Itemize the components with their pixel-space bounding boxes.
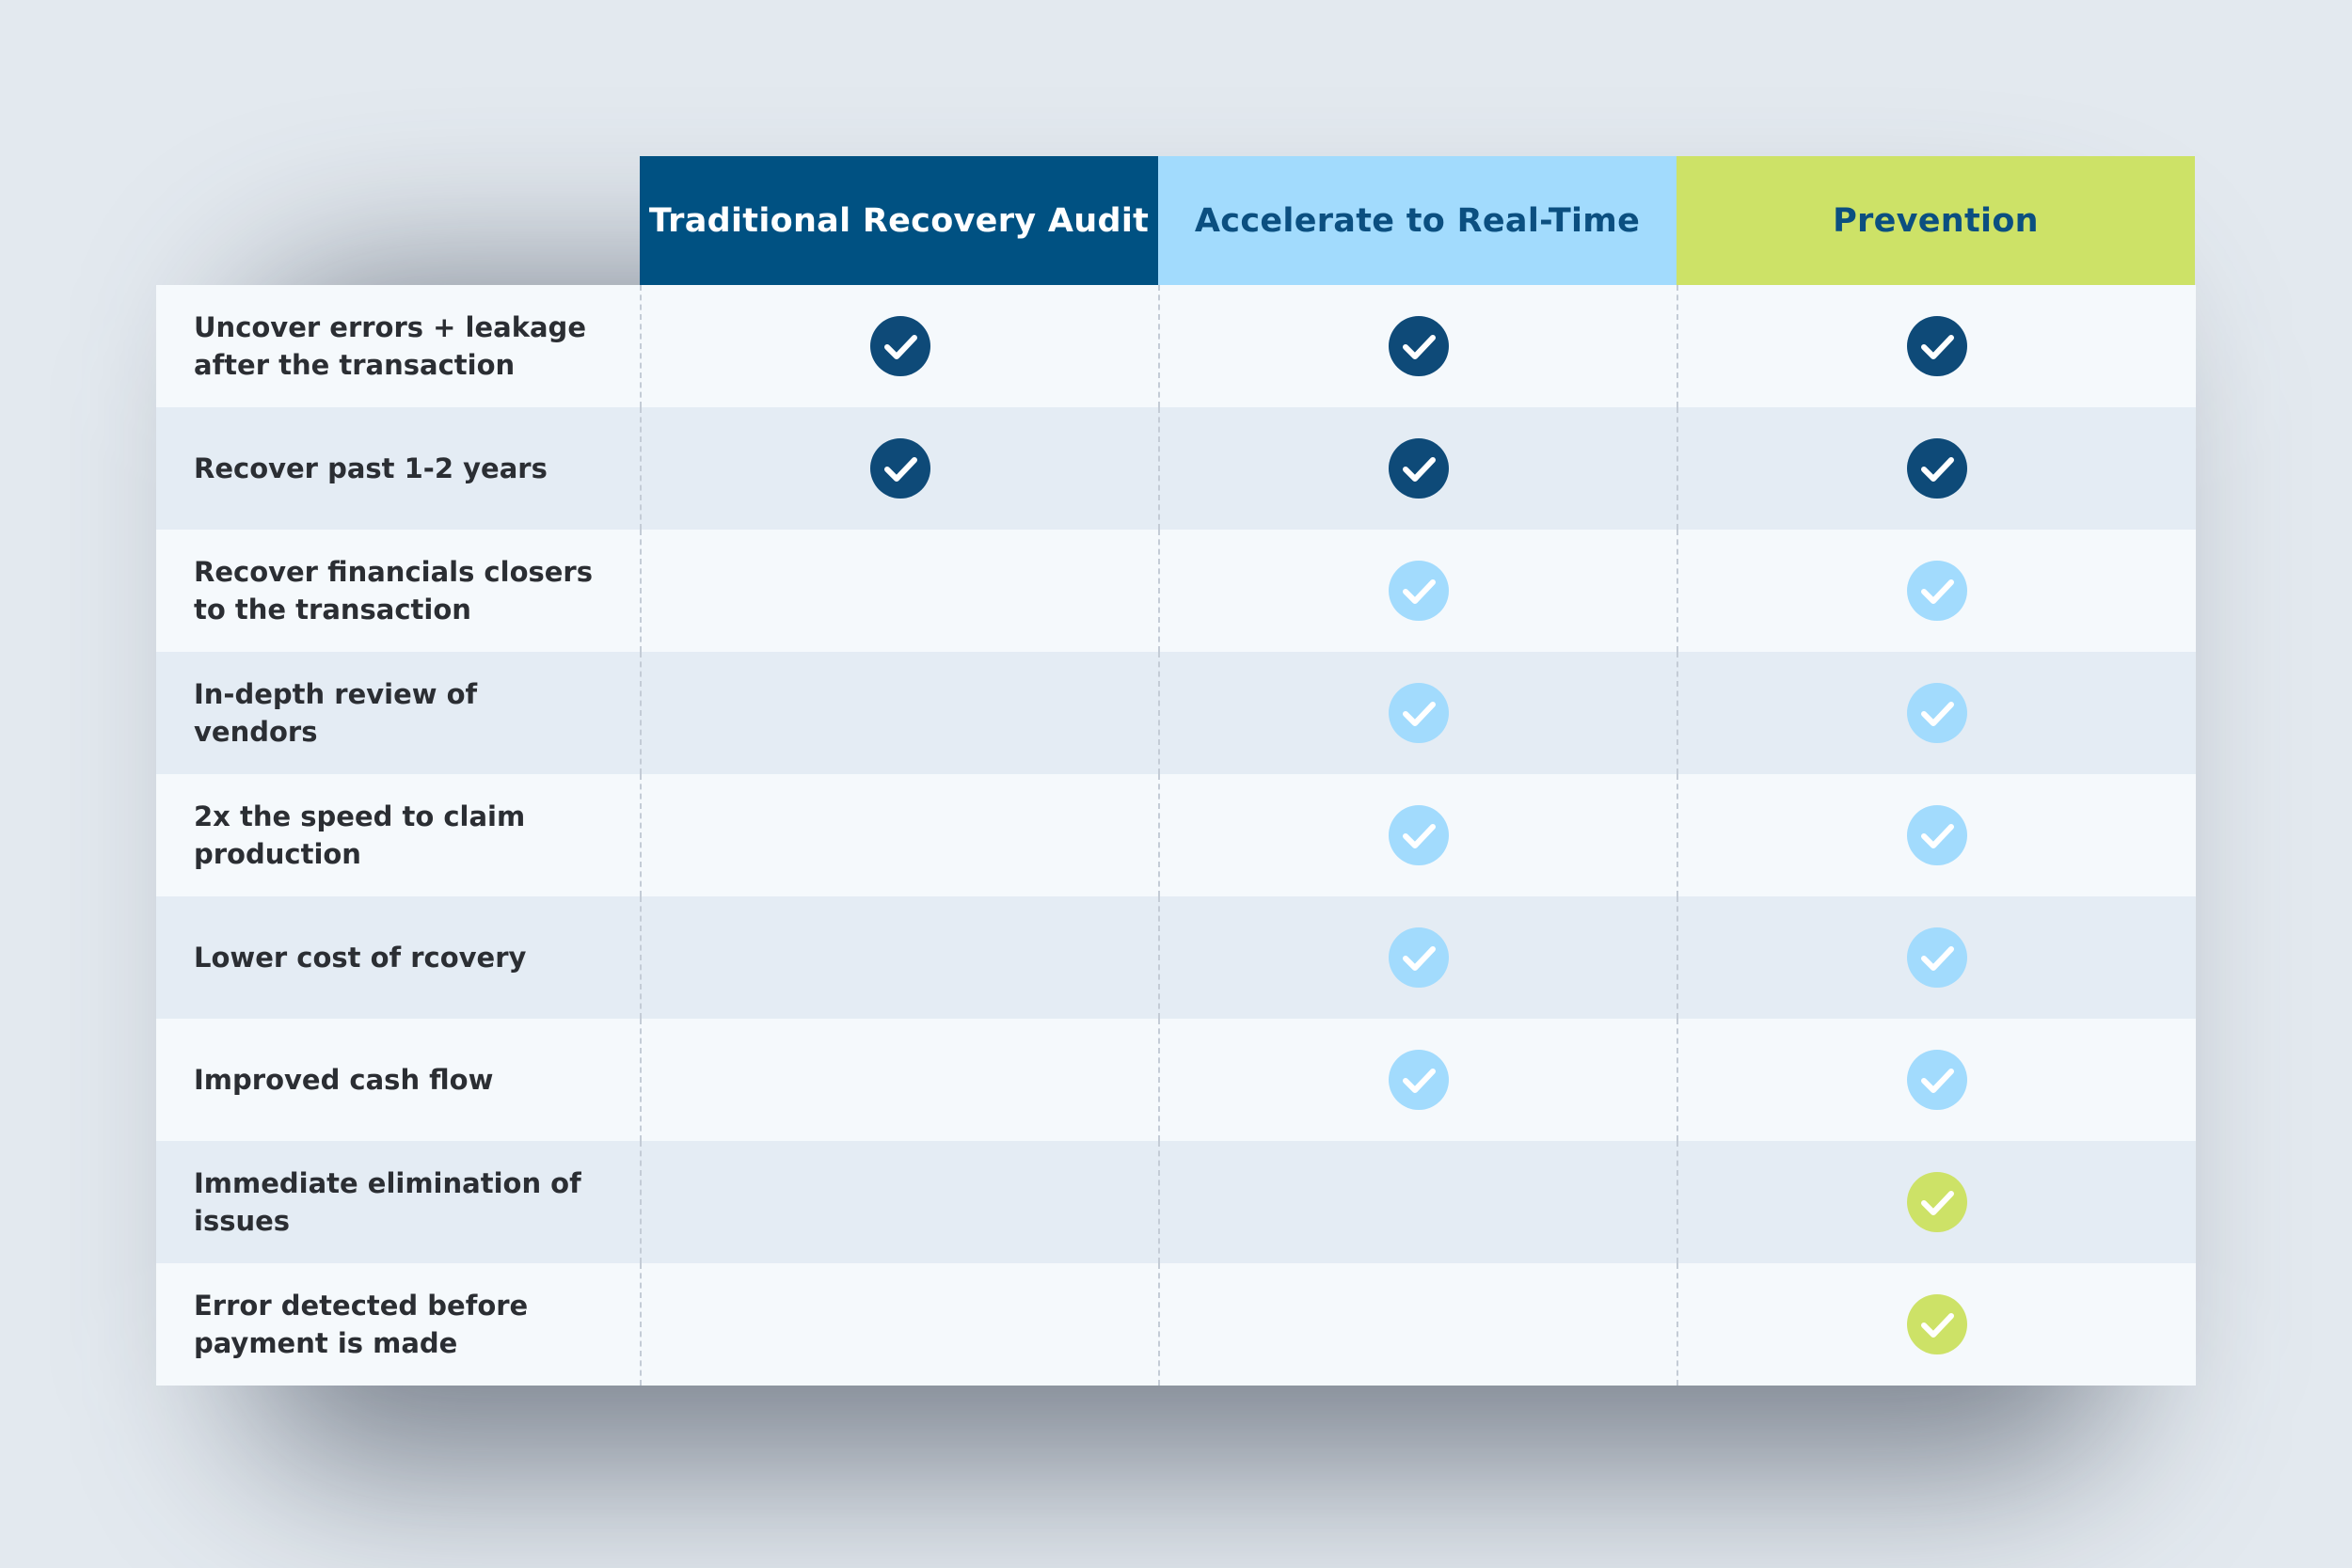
check-circle-icon xyxy=(1907,316,1967,376)
cell-accelerate-to-real-time xyxy=(1158,1141,1677,1263)
check-circle-icon xyxy=(870,316,930,376)
check-circle-icon xyxy=(1907,683,1967,743)
check-circle-icon xyxy=(1389,683,1449,743)
cell-traditional-recovery-audit xyxy=(640,1019,1158,1141)
check-circle-icon xyxy=(1907,927,1967,988)
table-row xyxy=(156,1019,2196,1141)
cell-traditional-recovery-audit xyxy=(640,285,1158,407)
cell-prevention xyxy=(1677,1263,2195,1386)
cell-traditional-recovery-audit xyxy=(640,1141,1158,1263)
check-circle-icon xyxy=(1389,805,1449,865)
table-row xyxy=(156,407,2196,530)
table-header xyxy=(640,156,2196,285)
cell-accelerate-to-real-time xyxy=(1158,652,1677,774)
check-circle-icon xyxy=(1389,927,1449,988)
cell-prevention xyxy=(1677,407,2195,530)
row-label: Recover financials closers to the transaction xyxy=(194,556,593,626)
column-header-traditional-recovery-audit: Traditional Recovery Audit xyxy=(640,156,1158,285)
cell-prevention xyxy=(1677,1019,2195,1141)
table-row xyxy=(156,896,2196,1019)
check-circle-icon xyxy=(1389,316,1449,376)
check-circle-icon xyxy=(870,438,930,499)
cell-traditional-recovery-audit xyxy=(640,530,1158,652)
column-header-accelerate-to-real-time: Accelerate to Real-Time xyxy=(1158,156,1677,285)
row-label: Uncover errors + leakage after the transaction xyxy=(194,311,586,381)
cell-prevention xyxy=(1677,652,2195,774)
cell-prevention xyxy=(1677,1141,2195,1263)
cell-prevention xyxy=(1677,285,2195,407)
cell-accelerate-to-real-time xyxy=(1158,407,1677,530)
table-row xyxy=(156,530,2196,652)
cell-accelerate-to-real-time xyxy=(1158,896,1677,1019)
check-circle-icon xyxy=(1389,561,1449,621)
cell-traditional-recovery-audit xyxy=(640,407,1158,530)
cell-traditional-recovery-audit xyxy=(640,1263,1158,1386)
cell-traditional-recovery-audit xyxy=(640,774,1158,896)
check-circle-icon xyxy=(1389,1050,1449,1110)
table-row xyxy=(156,285,2196,407)
check-circle-icon xyxy=(1907,1050,1967,1110)
cell-prevention xyxy=(1677,774,2195,896)
column-header-prevention: Prevention xyxy=(1677,156,2195,285)
table-row xyxy=(156,1263,2196,1386)
table-body xyxy=(156,285,2196,1386)
check-circle-icon xyxy=(1907,561,1967,621)
table-row xyxy=(156,1141,2196,1263)
cell-accelerate-to-real-time xyxy=(1158,1263,1677,1386)
cell-traditional-recovery-audit xyxy=(640,652,1158,774)
cell-prevention xyxy=(1677,896,2195,1019)
comparison-table xyxy=(156,156,2196,1386)
cell-accelerate-to-real-time xyxy=(1158,774,1677,896)
row-label: Lower cost of rcovery xyxy=(194,942,527,974)
row-label: In-depth review of vendors xyxy=(194,678,478,748)
check-circle-icon xyxy=(1907,1172,1967,1232)
row-label: Improved cash flow xyxy=(194,1064,494,1096)
table-row xyxy=(156,774,2196,896)
row-label: Error detected before payment is made xyxy=(194,1290,529,1359)
cell-prevention xyxy=(1677,530,2195,652)
row-label: Immediate elimination of issues xyxy=(194,1167,581,1237)
check-circle-icon xyxy=(1907,438,1967,499)
table-row xyxy=(156,652,2196,774)
row-label: Recover past 1-2 years xyxy=(194,452,548,484)
cell-accelerate-to-real-time xyxy=(1158,1019,1677,1141)
cell-traditional-recovery-audit xyxy=(640,896,1158,1019)
row-label: 2x the speed to claim production xyxy=(194,800,526,870)
cell-accelerate-to-real-time xyxy=(1158,530,1677,652)
check-circle-icon xyxy=(1389,438,1449,499)
check-circle-icon xyxy=(1907,805,1967,865)
cell-accelerate-to-real-time xyxy=(1158,285,1677,407)
check-circle-icon xyxy=(1907,1294,1967,1354)
